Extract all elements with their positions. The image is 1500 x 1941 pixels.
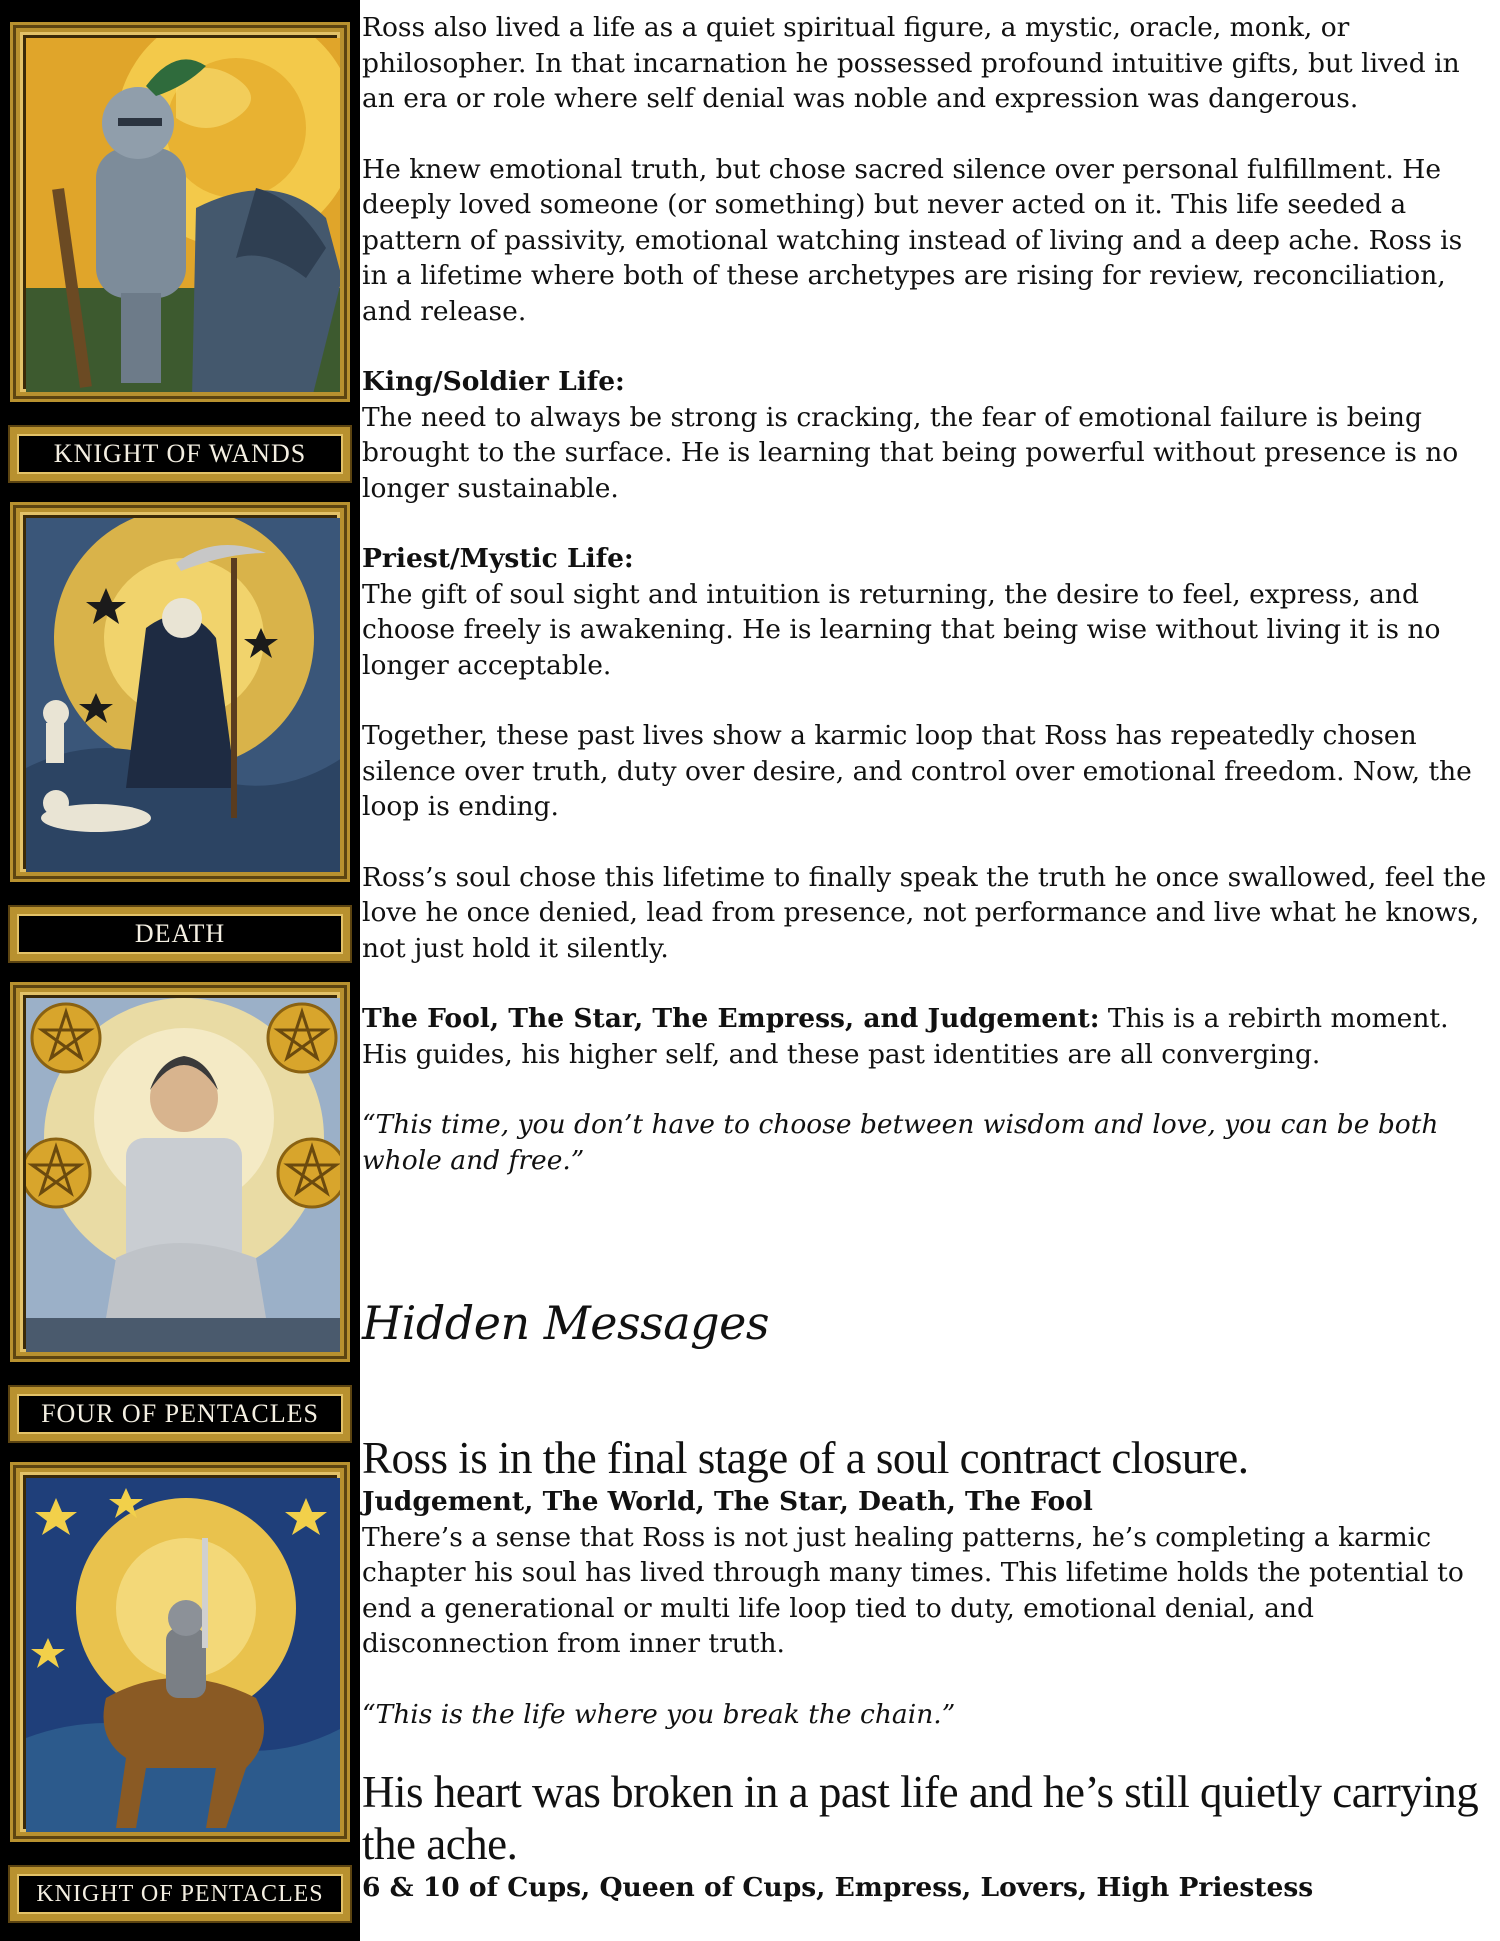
paragraph-soul-choice: Ross’s soul chose this lifetime to finally speak the truth he once swallowed, feel the love he once denied, lead from presence, not performance and live what he knows, not just hold it silently. bbox=[362, 861, 1487, 964]
paragraph-mystic-life: Ross also lived a life as a quiet spiritual figure, a mystic, oracle, monk, or philosopher. In that incarnation he possessed profound intuitive gifts, but lived in an era or role where self denial was noble and expression was dangerous. bbox=[362, 12, 1460, 114]
card-label: KNIGHT OF PENTACLES bbox=[10, 1867, 350, 1921]
card-label: KNIGHT OF WANDS bbox=[10, 427, 350, 481]
heading-king-soldier: King/Soldier Life: bbox=[362, 366, 625, 397]
rebirth-cards: The Fool, The Star, The Empress, and Judgement: bbox=[362, 1003, 1100, 1034]
paragraph-sacred-silence: He knew emotional truth, but chose sacred silence over personal fulfillment. He deeply loved someone (or something) but never acted on it. This life seeded a pattern of passivity, emotional watching instead of living and a deep ache. Ross is in a lifetime where both of these archetypes are rising for review, reconciliation, and release. bbox=[362, 153, 1463, 327]
knight-on-horse-illustration bbox=[26, 38, 342, 394]
card-label: DEATH bbox=[10, 907, 350, 961]
message-cards-soul-contract: Judgement, The World, The Star, Death, The Fool bbox=[362, 1486, 1093, 1517]
paragraph-karmic-loop: Together, these past lives show a karmic loop that Ross has repeatedly chosen silence over truth, duty over desire, and control over emotional freedom. Now, the loop is ending. bbox=[362, 720, 1472, 822]
card-image-knight-of-wands bbox=[10, 22, 350, 402]
message-heading-broken-heart: His heart was broken in a past life and he’s still quietly carrying the ache. bbox=[362, 1767, 1479, 1869]
paragraph-king-soldier: The need to always be strong is cracking, the fear of emotional failure is being brought to the surface. He is learning that being powerful without presence is no longer sustainable. bbox=[362, 401, 1459, 504]
rebirth-text: This is a rebirth moment. His guides, his higher self, and these past identities are all converging. bbox=[362, 1003, 1449, 1070]
seated-man-illustration bbox=[26, 998, 342, 1354]
card-image-four-of-pentacles bbox=[10, 982, 350, 1362]
section-title-hidden-messages: Hidden Messages bbox=[362, 1296, 769, 1350]
card-label: FOUR OF PENTACLES bbox=[10, 1387, 350, 1441]
quote-wisdom-love: “This time, you don’t have to choose between wisdom and love, you can be both whole and free.” bbox=[362, 1109, 1439, 1176]
card-image-death bbox=[10, 502, 350, 882]
quote-break-chain: “This is the life where you break the chain.” bbox=[362, 1698, 956, 1730]
card-image-knight-of-pentacles bbox=[10, 1462, 350, 1842]
paragraph-priest-mystic: The gift of soul sight and intuition is returning, the desire to feel, express, and choose freely is awakening. He is learning that being wise without living it is no longer acceptable. bbox=[362, 578, 1441, 681]
grim-reaper-illustration bbox=[26, 518, 342, 874]
card-column bbox=[0, 0, 360, 1941]
heading-priest-mystic: Priest/Mystic Life: bbox=[362, 543, 634, 574]
reading-content bbox=[362, 10, 1487, 1906]
paragraph-rebirth bbox=[362, 1001, 1487, 1072]
message-text-soul-contract: There’s a sense that Ross is not just healing patterns, he’s completing a karmic chapter his soul has lived through many times. This lifetime holds the potential to end a generational or multi life loop tied to duty, emotional denial, and disconnection from inner truth. bbox=[362, 1521, 1464, 1659]
message-cards-broken-heart: 6 & 10 of Cups, Queen of Cups, Empress, Lovers, High Priestess bbox=[362, 1872, 1314, 1903]
message-heading-soul-contract: Ross is in the final stage of a soul contract closure. bbox=[362, 1433, 1249, 1483]
knight-on-horse-illustration bbox=[26, 1478, 342, 1834]
